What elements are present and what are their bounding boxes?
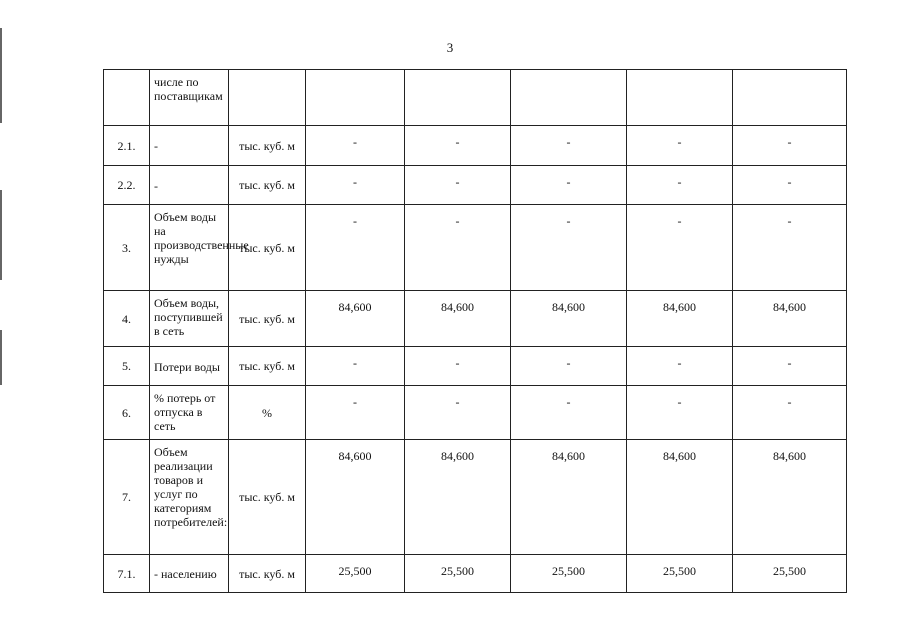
scan-edge-mark <box>0 190 2 280</box>
value-cell: 84,600 <box>627 291 733 347</box>
row-number: 7. <box>104 440 150 555</box>
value-cell: 84,600 <box>405 440 511 555</box>
value-cell: - <box>511 126 627 166</box>
page-number: 3 <box>446 40 454 55</box>
value-cell: - <box>733 347 847 386</box>
row-unit: тыс. куб. м <box>229 440 306 555</box>
row-unit: % <box>229 386 306 440</box>
row-number: 7.1. <box>104 555 150 593</box>
value-cell: - <box>306 166 405 205</box>
value-cell: 84,600 <box>511 291 627 347</box>
row-number <box>104 70 150 126</box>
table-row <box>104 166 847 205</box>
value-cell: - <box>306 386 405 440</box>
value-cell: 25,500 <box>511 555 627 593</box>
value-cell: 25,500 <box>733 555 847 593</box>
row-unit <box>229 70 306 126</box>
table-row <box>104 291 847 347</box>
value-cell: - <box>405 205 511 291</box>
table-row <box>104 126 847 166</box>
value-cell: 84,600 <box>405 291 511 347</box>
row-name: Объем воды на производственные нужды <box>150 205 229 291</box>
value-cell: - <box>627 126 733 166</box>
value-cell: - <box>405 386 511 440</box>
value-cell: - <box>306 347 405 386</box>
value-cell: - <box>306 126 405 166</box>
value-cell: 84,600 <box>511 440 627 555</box>
row-name: % потерь от отпуска в сеть <box>150 386 229 440</box>
row-unit: тыс. куб. м <box>229 555 306 593</box>
row-number: 5. <box>104 347 150 386</box>
value-cell: - <box>733 205 847 291</box>
value-cell: - <box>627 386 733 440</box>
value-cell: - <box>733 126 847 166</box>
row-number: 2.1. <box>104 126 150 166</box>
value-cell: 84,600 <box>733 291 847 347</box>
row-name: - <box>150 166 229 205</box>
value-cell: 84,600 <box>306 440 405 555</box>
table-row <box>104 555 847 593</box>
value-cell: - <box>405 166 511 205</box>
table-row <box>104 205 847 291</box>
value-cell: 84,600 <box>627 440 733 555</box>
value-cell: - <box>405 347 511 386</box>
value-cell: 25,500 <box>405 555 511 593</box>
table-row <box>104 70 847 126</box>
row-unit: тыс. куб. м <box>229 126 306 166</box>
value-cell: - <box>511 386 627 440</box>
value-cell: 25,500 <box>306 555 405 593</box>
row-name: Потери воды <box>150 347 229 386</box>
row-number: 3. <box>104 205 150 291</box>
row-unit: тыс. куб. м <box>229 291 306 347</box>
row-name: Объем воды, поступившей в сеть <box>150 291 229 347</box>
value-cell: - <box>627 205 733 291</box>
value-cell: - <box>627 166 733 205</box>
table-row <box>104 440 847 555</box>
row-number: 6. <box>104 386 150 440</box>
value-cell <box>306 70 405 126</box>
value-cell: - <box>511 347 627 386</box>
value-cell <box>627 70 733 126</box>
value-cell <box>511 70 627 126</box>
table-row <box>104 386 847 440</box>
value-cell: - <box>511 166 627 205</box>
row-number: 2.2. <box>104 166 150 205</box>
value-cell: - <box>627 347 733 386</box>
value-cell: 25,500 <box>627 555 733 593</box>
value-cell: - <box>733 166 847 205</box>
data-table <box>103 69 847 593</box>
row-unit: тыс. куб. м <box>229 347 306 386</box>
value-cell: 84,600 <box>733 440 847 555</box>
row-unit: тыс. куб. м <box>229 166 306 205</box>
scan-edge-mark <box>0 330 2 385</box>
row-number: 4. <box>104 291 150 347</box>
row-name: - <box>150 126 229 166</box>
row-name: числе по поставщикам <box>150 70 229 126</box>
value-cell: 84,600 <box>306 291 405 347</box>
value-cell <box>405 70 511 126</box>
value-cell <box>733 70 847 126</box>
row-unit: тыс. куб. м <box>229 205 306 291</box>
table-row <box>104 347 847 386</box>
row-name: Объем реализации товаров и услуг по категориям потребителей: <box>150 440 229 555</box>
value-cell: - <box>511 205 627 291</box>
value-cell: - <box>733 386 847 440</box>
value-cell: - <box>405 126 511 166</box>
row-name: - населению <box>150 555 229 593</box>
value-cell: - <box>306 205 405 291</box>
